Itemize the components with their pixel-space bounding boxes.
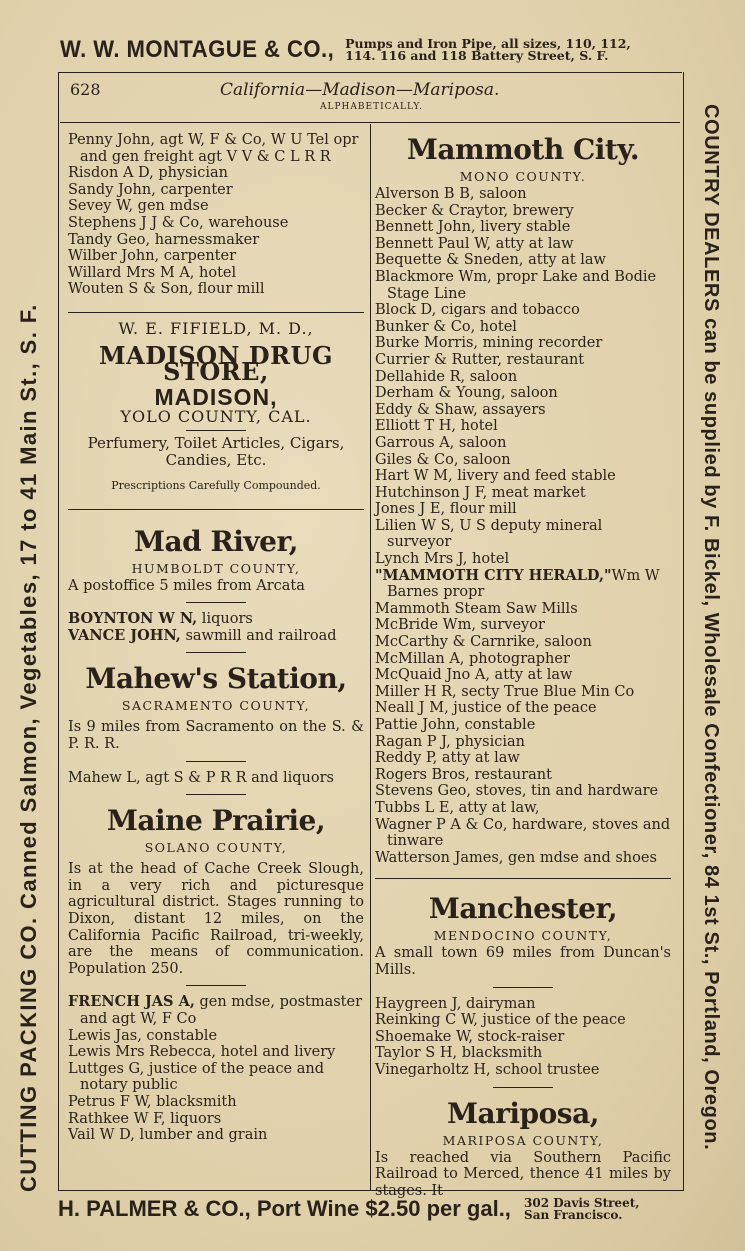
ad-note: Prescriptions Carefully Compounded. <box>111 479 321 493</box>
entry-detail: gen mdse, postmaster and agt W, F Co <box>80 994 363 1027</box>
list-item: Derham & Young, saloon <box>375 385 558 402</box>
list-item: Bennett Paul W, atty at law <box>375 235 574 252</box>
list-item: McQuaid Jno A, atty at law <box>375 667 573 684</box>
list-item: Lynch Mrs J, hotel <box>375 551 510 568</box>
section-separator <box>186 602 246 603</box>
section-separator <box>186 985 246 986</box>
county-name: MENDOCINO COUNTY, <box>433 928 613 944</box>
divider-rule <box>375 878 671 879</box>
ad-separator <box>186 430 246 431</box>
section-separator <box>186 794 246 795</box>
list-item: Wouten S & Son, flour mill <box>68 281 265 298</box>
list-item <box>375 568 671 601</box>
list-item: Reinking C W, justice of the peace <box>375 1012 626 1029</box>
list-item: Lewis Mrs Rebecca, hotel and livery <box>68 1044 336 1061</box>
section-separator <box>186 652 246 653</box>
county-name: SACRAMENTO COUNTY, <box>121 698 311 714</box>
place-name: Mammoth City. <box>406 133 640 166</box>
entry-name: FRENCH JAS A, <box>68 993 195 1011</box>
list-item: Wilber John, carpenter <box>68 248 237 265</box>
list-item <box>68 628 364 645</box>
mad-river-entries <box>68 611 364 644</box>
list-item: Hart W M, livery and feed stable <box>375 468 616 485</box>
place-description: Is reached via Southern Pacific Railroad to Merced, thence 41 miles by stages. It <box>375 1149 671 1199</box>
list-item: Ragan P J, physician <box>375 733 525 750</box>
list-item: Becker & Craytor, brewery <box>375 202 574 219</box>
manchester-entries <box>375 996 671 1079</box>
list-item: Willard Mrs M A, hotel <box>68 264 237 281</box>
section-mammoth-city <box>375 132 671 866</box>
list-item: Haygreen J, dairyman <box>375 995 536 1012</box>
list-item: Rogers Bros, restaurant <box>375 766 552 783</box>
section-separator <box>186 761 246 762</box>
mammoth-entries-continued <box>375 601 671 867</box>
list-item: Shoemake W, stock-raiser <box>375 1028 565 1045</box>
list-item: Bennett John, livery stable <box>375 219 571 236</box>
mammoth-entries <box>375 186 671 568</box>
divider-rule <box>68 312 364 313</box>
place-description: Is at the head of Cache Creek Slough, in a very rich and picturesque agricultural district. Stages running to Dixon, distant 12 miles, on the California Pacific Railroad, tri-weekly, are the means of communication. Population 250. <box>68 861 364 977</box>
list-item: McBride Wm, surveyor <box>375 617 545 634</box>
list-item: McMillan A, photographer <box>375 650 570 667</box>
list-item <box>68 611 364 628</box>
list-item: Currier & Rutter, restaurant <box>375 351 585 368</box>
madison-entries <box>68 132 364 298</box>
list-item: Miller H R, secty True Blue Min Co <box>375 683 635 700</box>
header-rule <box>60 122 680 123</box>
list-item: Sevey W, gen mdse <box>68 198 209 215</box>
ad-doctor: W. E. FIFIELD, M. D., <box>118 318 314 338</box>
list-item: Sandy John, carpenter <box>68 181 233 198</box>
county-name: HUMBOLDT COUNTY, <box>131 560 301 576</box>
list-item: Tubbs L E, atty at law, <box>375 799 540 816</box>
section-separator <box>493 987 553 988</box>
list-item: Pattie John, constable <box>375 717 536 733</box>
section-mariposa <box>375 1096 671 1200</box>
list-item: Mahew L, agt S & P R R and liquors <box>68 769 334 786</box>
top-ad-details <box>345 38 631 62</box>
page-header <box>70 80 670 118</box>
entry-name: VANCE JOHN, <box>68 626 181 644</box>
list-item: Vinegarholtz H, school trustee <box>375 1061 600 1078</box>
list-item: Reddy P, atty at law <box>375 750 520 767</box>
list-item: Lewis Jas, constable <box>68 1027 218 1044</box>
ad-county: YOLO COUNTY, CAL. <box>120 407 312 427</box>
entry-detail: sawmill and railroad <box>180 627 337 644</box>
section-mahews-station <box>68 661 364 786</box>
top-ad-line1: Pumps and Iron Pipe, all sizes, 110, 112, <box>345 36 631 51</box>
list-item: Neall J M, justice of the peace <box>375 700 597 717</box>
top-ad-firm: W. W. MONTAGUE & CO., <box>60 36 335 63</box>
divider-rule <box>68 509 364 510</box>
list-item: Jones J E, flour mill <box>375 501 517 518</box>
place-name: Mariposa, <box>447 1096 599 1130</box>
place-description: A postoffice 5 miles from Arcata <box>68 577 305 594</box>
bottom-ad-firm: H. PALMER & CO., Port Wine $2.50 per gal., <box>58 1196 511 1221</box>
list-item: Wagner P A & Co, hardware, stoves and tinware <box>375 816 671 850</box>
right-column <box>375 132 671 1199</box>
list-item: Elliott T H, hotel <box>375 418 498 435</box>
place-description: A small town 69 miles from Duncan's Mills. <box>375 945 671 978</box>
list-item: Luttges G, justice of the peace and notary public <box>68 1060 325 1094</box>
list-item: Vail W D, lumber and grain <box>68 1127 268 1144</box>
bottom-advertisement <box>58 1196 682 1232</box>
section-manchester <box>375 891 671 1078</box>
list-item: Rathkee W F, liquors <box>68 1110 222 1127</box>
county-name: MONO COUNTY. <box>459 169 587 184</box>
page-number: 628 <box>70 80 101 99</box>
entry-detail: Wm W Barnes propr <box>387 567 660 601</box>
list-item: Risdon A D, physician <box>68 165 228 182</box>
bottom-ad-line2: San Francisco. <box>524 1208 623 1222</box>
list-item: Alverson B B, saloon <box>375 186 527 202</box>
place-description: Is 9 miles from Sacramento on the S. & P. R. R. <box>68 719 364 753</box>
right-ad-text: COUNTRY DEALERS can be supplied by F. Bickel, Wholesale Confectioner, 84 1st St., Portland, Oregon. <box>700 104 722 1151</box>
list-item: Stephens J J & Co, warehouse <box>68 214 289 231</box>
maine-prairie-entries <box>68 1028 364 1144</box>
list-item: Taylor S H, blacksmith <box>375 1045 543 1062</box>
county-name: MARIPOSA COUNTY, <box>442 1132 604 1148</box>
ad-store-name: MADISON DRUG STORE, <box>99 340 333 387</box>
top-ad-line2: 114. 116 and 118 Battery Street, S. F. <box>345 48 609 63</box>
column-divider <box>370 124 371 1190</box>
list-item: Giles & Co, saloon <box>375 451 511 468</box>
entry-name: BOYNTON W N, <box>68 610 198 628</box>
running-title: California—Madison—Mariposa. <box>220 80 500 100</box>
mahews-entries <box>68 770 364 787</box>
list-item: McCarthy & Carnrike, saloon <box>375 634 592 651</box>
top-advertisement <box>60 36 680 70</box>
newspaper-name: "MAMMOTH CITY HERALD," <box>375 566 612 584</box>
place-name: Mad River, <box>134 524 298 558</box>
section-separator <box>493 1087 553 1088</box>
place-name: Maine Prairie, <box>106 804 326 838</box>
section-mad-river <box>68 524 364 645</box>
list-item: Garrous A, saloon <box>375 434 507 451</box>
list-item: Bequette & Sneden, atty at law <box>375 252 606 269</box>
list-item: Petrus F W, blacksmith <box>68 1093 237 1110</box>
list-item <box>68 994 364 1027</box>
madison-drug-store-ad <box>68 318 364 495</box>
list-item: Bunker & Co, hotel <box>375 318 517 335</box>
place-name: Manchester, <box>428 892 618 926</box>
list-item: Dellahide R, saloon <box>375 368 518 385</box>
left-ad-text: CUTTING PACKING CO. Canned Salmon, Vegetables, 17 to 41 Main St., S. F. <box>16 303 41 1192</box>
list-item: Watterson James, gen mdse and shoes <box>375 849 657 866</box>
list-item: Hutchinson J F, meat market <box>375 484 586 501</box>
list-item: Penny John, agt W, F & Co, W U Tel opr and gen freight agt V V & C L R R <box>68 132 359 165</box>
list-item: Burke Morris, mining recorder <box>375 335 603 352</box>
county-name: SOLANO COUNTY, <box>144 840 288 856</box>
place-name: Mahew's Station, <box>85 662 347 696</box>
ad-town: MADISON, <box>154 383 278 410</box>
bottom-ad-line1: 302 Davis Street, <box>524 1196 640 1210</box>
left-column <box>68 132 364 1144</box>
header-subtitle: ALPHABETICALLY. <box>320 102 424 112</box>
list-item: Block D, cigars and tobacco <box>375 302 580 319</box>
list-item: Eddy & Shaw, assayers <box>375 401 546 418</box>
list-item: Stevens Geo, stoves, tin and hardware <box>375 783 659 800</box>
entry-detail: liquors <box>197 611 253 628</box>
list-item: Lilien W S, U S deputy mineral surveyor <box>375 517 603 551</box>
list-item: Blackmore Wm, propr Lake and Bodie Stage Line <box>375 268 657 302</box>
list-item: Tandy Geo, harnessmaker <box>68 231 260 248</box>
bottom-ad-address <box>524 1197 639 1221</box>
ad-goods: Perfumery, Toilet Articles, Cigars, Candies, Etc. <box>87 433 345 469</box>
section-maine-prairie <box>68 803 364 1144</box>
list-item: Mammoth Steam Saw Mills <box>375 600 578 617</box>
